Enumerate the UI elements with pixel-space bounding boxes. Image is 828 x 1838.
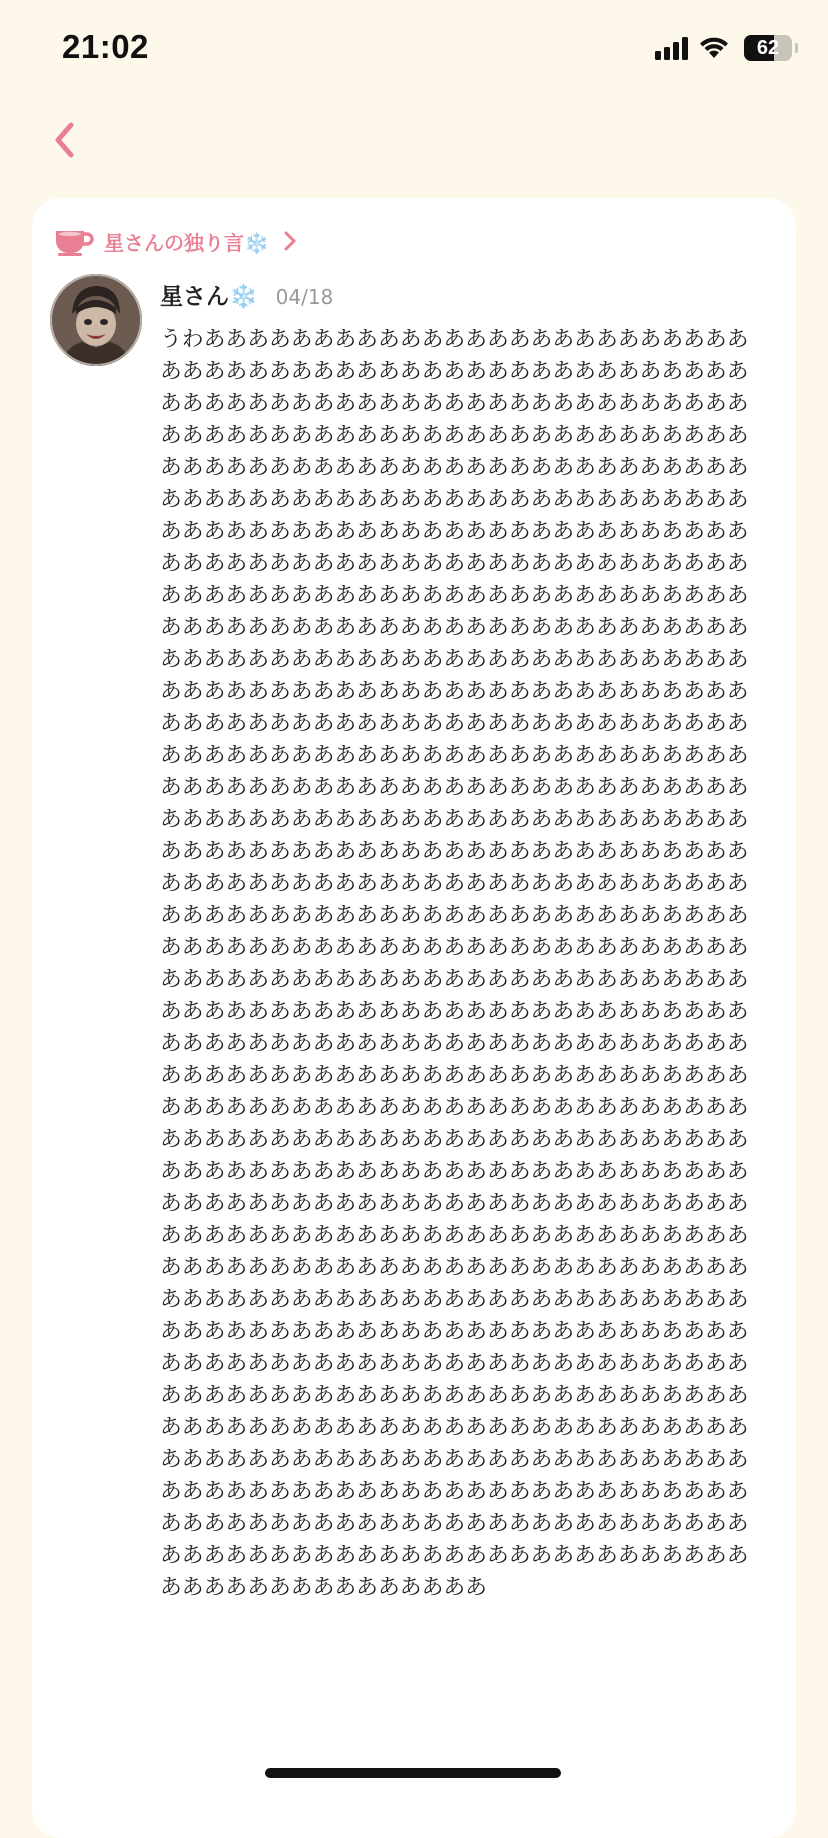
- post-card: [32, 198, 796, 1838]
- teacup-icon: [54, 225, 94, 257]
- status-time: 21:02: [62, 28, 149, 65]
- category-label: 星さんの独り言❄️: [104, 230, 269, 255]
- category-link[interactable]: [54, 224, 297, 258]
- home-indicator: [265, 1768, 561, 1778]
- post-date: 04/18: [275, 285, 334, 309]
- avatar-image: [50, 274, 142, 366]
- post-header: [160, 278, 333, 311]
- post-body: うわああああああああああああああああああああああああああああああああああああああああああああああああああああああああああああああああああああああああああああああああああああああああああああああああああああああああああああああああああああああああああああああああああああああああああああああああああああああああああああああああああああああああああああああああああああああああああああああああああああああああああああああああああああああああああああああああああああああああああああああああああああああああああああああああああああああああああああああああああああああああああああああああああああああああああああああああああああああああああああああああああああああああああああああああああああああああああああああああああああああああああああああああああああああああああああああああああああああああああああああああああああああああああああああああああああああああああああああああああああああああああああああああああああああああああああああああああああああああああああああああああああああああああああああああああああああああああああああああああああああああああああああああああああああああああああああああああああああああああああああああああああああああああああああああああああああああああああああああああああああああああああああああああああああああああああああああああああああああああああああああああああああああああああああああああああああああああああああああああああああああああああああああああああああああああああああああああああああああああああああああああああああああああああああああああああああああああああああああああああああああああああああああああああああああああああああああああああああああああああああああああああああああああああああああああああああああああああああああああああああああああああああああああああああああああああああああああああああああああああああああああああああああああああああああああああああああああああああああああああああああああああああああああああああああああああああああああああああああああああああああああああああああああああああああああああああああああああああああああああああああああああああああああああああああああああああああああああああああああああああああああああああああああああああああああああああああああ: [160, 327, 749, 1600]
- wifi-icon: [698, 36, 730, 60]
- status-bar: [0, 0, 828, 100]
- back-button[interactable]: [46, 118, 82, 162]
- cellular-signal-icon: [655, 36, 688, 60]
- avatar[interactable]: [50, 274, 142, 366]
- chevron-right-icon: [283, 230, 297, 252]
- status-indicators: [655, 35, 792, 61]
- author-name[interactable]: 星さん❄️: [160, 284, 258, 310]
- battery-level: 62: [756, 36, 780, 59]
- chevron-left-icon: [52, 121, 76, 159]
- battery-icon: [744, 35, 792, 61]
